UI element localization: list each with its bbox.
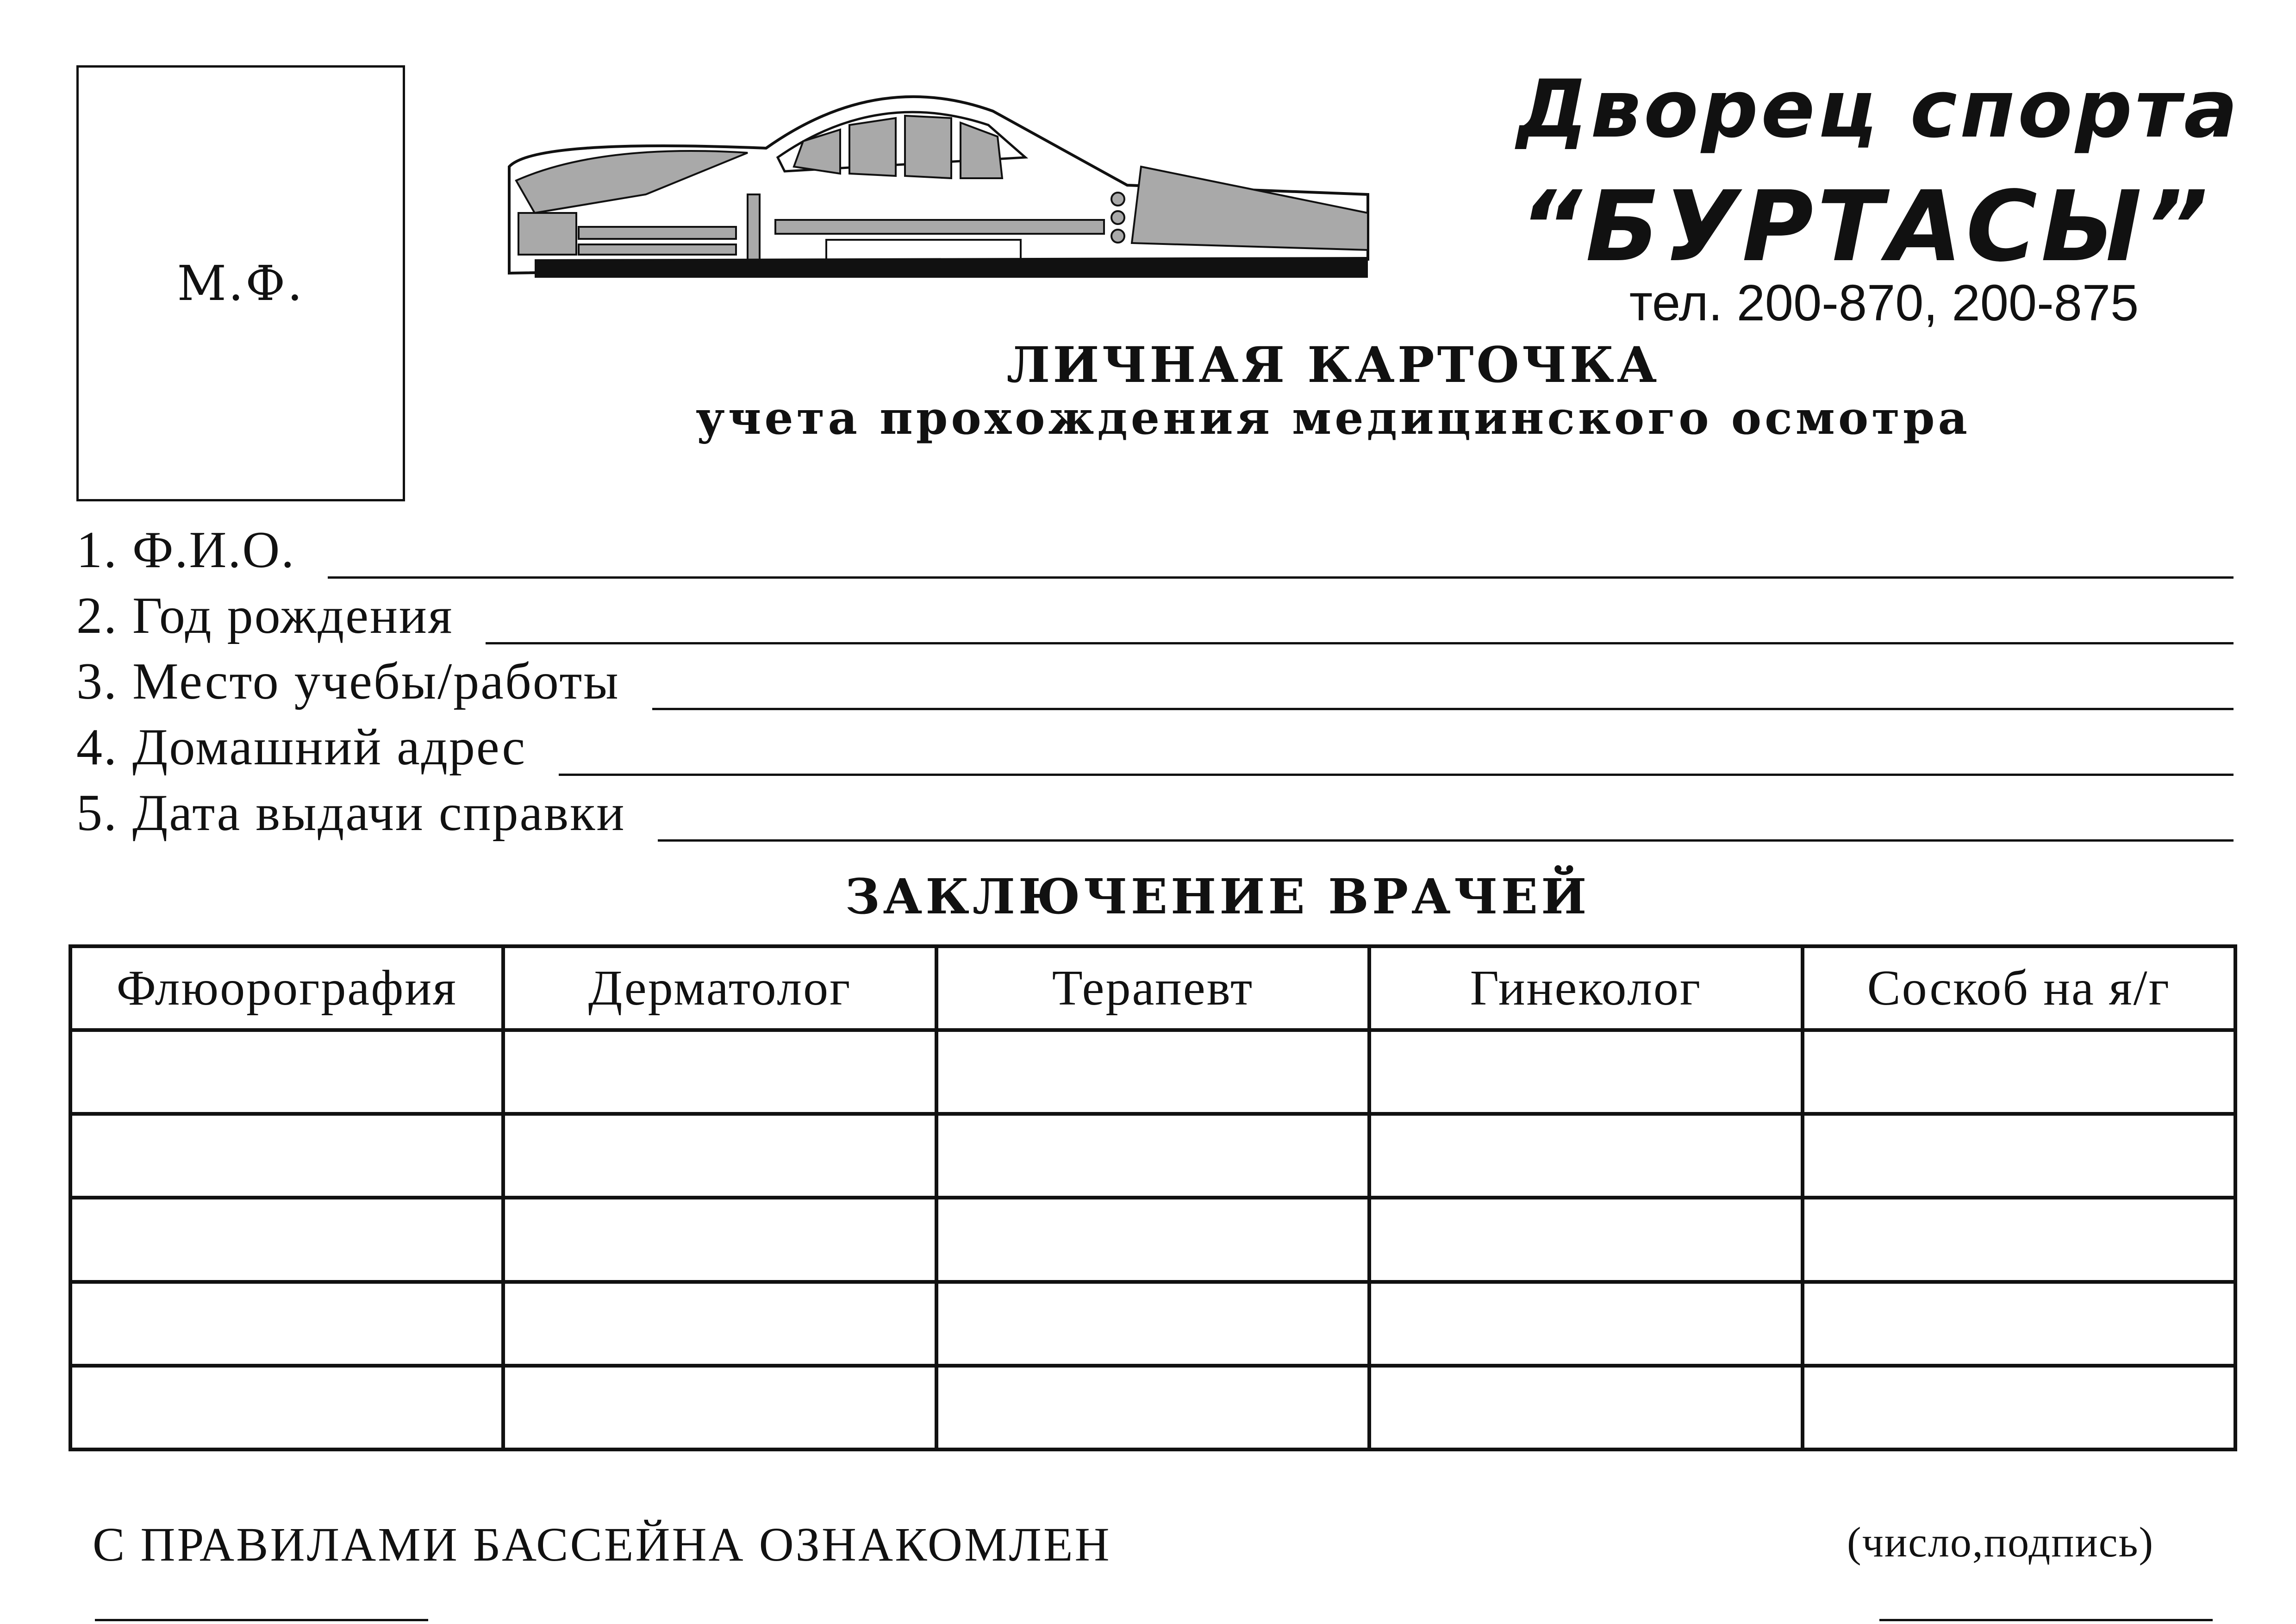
field-birth-year — [76, 584, 2234, 644]
sports-palace-building-logo — [507, 60, 1400, 296]
table-cell[interactable] — [1803, 1114, 2235, 1198]
table-cell[interactable] — [1803, 1030, 2235, 1114]
table-cell[interactable] — [1369, 1114, 1802, 1198]
photo-placeholder — [76, 65, 405, 501]
card-title: ЛИЧНАЯ КАРТОЧКА — [1006, 336, 1660, 394]
field-full-name — [76, 518, 2234, 579]
table-cell[interactable] — [503, 1114, 936, 1198]
pool-rules-agreement: С ПРАВИЛАМИ БАССЕЙНА ОЗНАКОМЛЕН — [93, 1518, 1111, 1571]
field-label: 3. Место учебы/работы — [76, 653, 620, 710]
field-home-address — [76, 716, 2234, 776]
date-signature-hint: (число,подпись) — [1847, 1518, 2154, 1566]
table-cell[interactable] — [503, 1282, 936, 1366]
table-cell[interactable] — [1369, 1282, 1802, 1366]
doctors-conclusion-table — [69, 944, 2237, 1451]
field-label: 4. Домашний адрес — [76, 718, 527, 776]
brand-phone: тел. 200-870, 200-875 — [1629, 275, 2139, 331]
column-header: Соскоб на я/г — [1803, 946, 2235, 1030]
table-row — [70, 1282, 2235, 1366]
table-cell[interactable] — [70, 1366, 503, 1449]
table-row — [70, 1030, 2235, 1114]
signature-line-right[interactable] — [1879, 1619, 2213, 1621]
table-header-row — [70, 946, 2235, 1030]
table-cell[interactable] — [1803, 1282, 2235, 1366]
table-row — [70, 1198, 2235, 1281]
fill-line[interactable] — [658, 839, 2234, 842]
table-cell[interactable] — [503, 1030, 936, 1114]
table-cell[interactable] — [70, 1114, 503, 1198]
field-study-work-place — [76, 650, 2234, 710]
table-cell[interactable] — [70, 1198, 503, 1281]
column-header: Флюорография — [70, 946, 503, 1030]
table-cell[interactable] — [1369, 1366, 1802, 1449]
table-cell[interactable] — [70, 1282, 503, 1366]
fill-line[interactable] — [328, 576, 2234, 579]
table-cell[interactable] — [936, 1114, 1369, 1198]
table-cell[interactable] — [1803, 1198, 2235, 1281]
brand-name-line2: “БУРТАСЫ” — [1519, 170, 2212, 283]
table-cell[interactable] — [1369, 1198, 1802, 1281]
signature-line-left[interactable] — [95, 1619, 428, 1621]
fill-line[interactable] — [559, 773, 2234, 776]
table-cell[interactable] — [936, 1366, 1369, 1449]
field-label: 5. Дата выдачи справки — [76, 784, 626, 842]
table-cell[interactable] — [936, 1198, 1369, 1281]
fill-line[interactable] — [652, 707, 2234, 710]
brand-name-line1: Дворец спорта — [1516, 62, 2240, 156]
table-cell[interactable] — [503, 1198, 936, 1281]
field-label: 2. Год рождения — [76, 587, 454, 644]
table-cell[interactable] — [1803, 1366, 2235, 1449]
card-subtitle: учета прохождения медицинского осмотра — [695, 392, 1971, 445]
table-cell[interactable] — [1369, 1030, 1802, 1114]
fill-line[interactable] — [486, 642, 2234, 644]
field-label: 1. Ф.И.О. — [76, 521, 296, 579]
table-cell[interactable] — [70, 1030, 503, 1114]
field-certificate-date — [76, 781, 2234, 842]
table-cell[interactable] — [936, 1030, 1369, 1114]
table-cell[interactable] — [936, 1282, 1369, 1366]
column-header: Терапевт — [936, 946, 1369, 1030]
table-row — [70, 1114, 2235, 1198]
table-cell[interactable] — [503, 1366, 936, 1449]
photo-placeholder-label: М.Ф. — [177, 255, 305, 312]
conclusion-title: ЗАКЛЮЧЕНИЕ ВРАЧЕЙ — [845, 868, 1590, 925]
table-row — [70, 1366, 2235, 1449]
column-header: Дерматолог — [503, 946, 936, 1030]
column-header: Гинеколог — [1369, 946, 1802, 1030]
